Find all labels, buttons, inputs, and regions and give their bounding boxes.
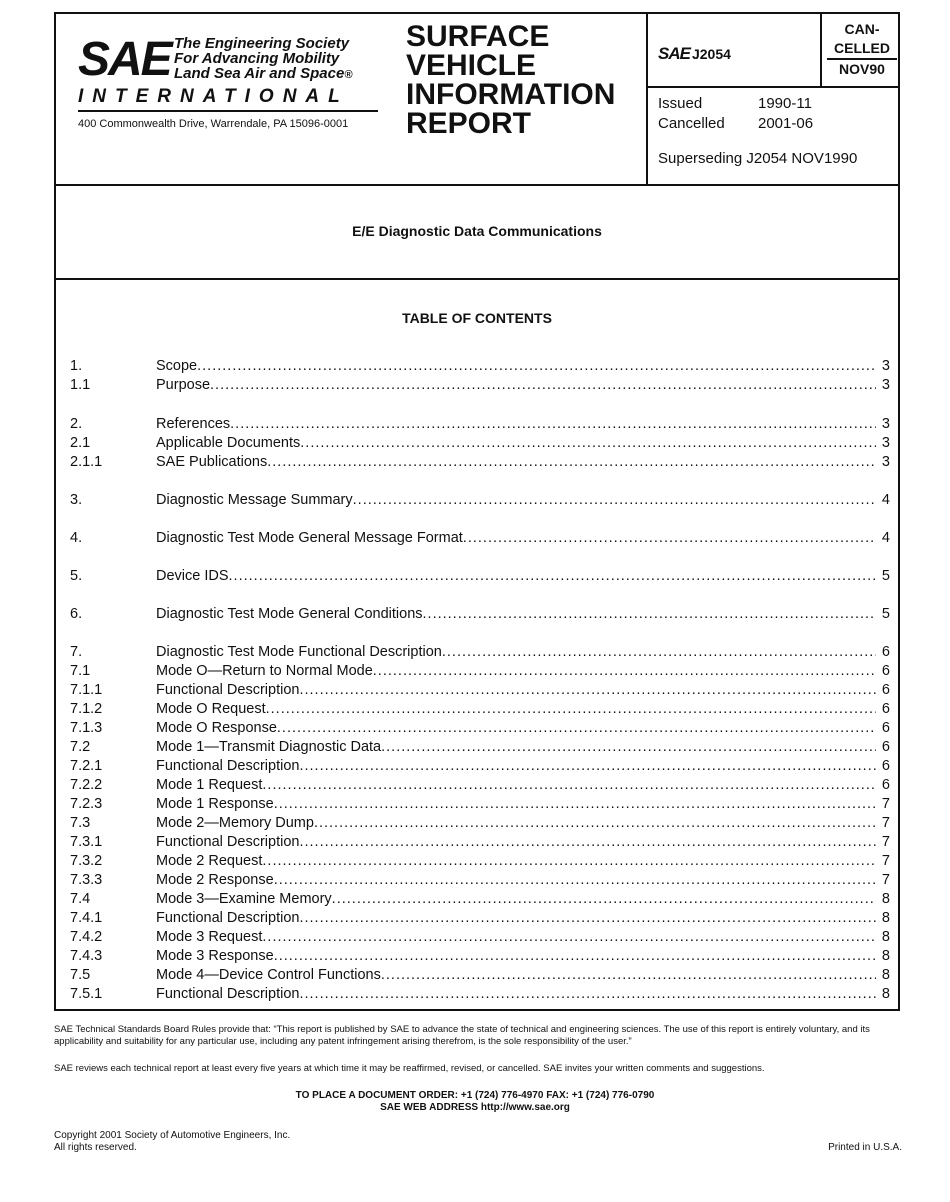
- toc-entry-title: Functional Description: [156, 834, 300, 850]
- toc-leader-dots: [442, 644, 876, 660]
- toc-entry[interactable]: [70, 454, 890, 473]
- toc-entry[interactable]: [70, 948, 890, 967]
- toc-entry-number: 7.5.1: [70, 986, 103, 1002]
- toc-leader-dots: [267, 454, 876, 470]
- toc-entry-title: Functional Description: [156, 986, 300, 1002]
- toc-entry-title: Mode 4—Device Control Functions: [156, 967, 381, 983]
- toc-entry-title: Scope: [156, 358, 198, 374]
- document-frame: [54, 12, 900, 1011]
- toc-entry[interactable]: [70, 663, 890, 682]
- toc-leader-dots: [229, 568, 876, 584]
- toc-entry[interactable]: [70, 377, 890, 396]
- toc-entry-title: Diagnostic Test Mode General Conditions: [156, 606, 423, 622]
- toc-entry-page: 6: [881, 777, 890, 793]
- toc-leader-dots: [266, 701, 876, 717]
- toc-entry-title: Mode 1—Transmit Diagnostic Data: [156, 739, 382, 755]
- toc-entry-title: Mode 2—Memory Dump: [156, 815, 314, 831]
- divider: [648, 86, 900, 88]
- toc-leader-dots: [299, 758, 876, 774]
- toc-entry-number: 1.1: [70, 377, 91, 393]
- toc-entry-number: 7.3.2: [70, 853, 103, 869]
- toc-entry-number: 2.1.1: [70, 454, 103, 470]
- toc-entry-number: 7.4.1: [70, 910, 103, 926]
- toc-entry-title: Mode 3 Request: [156, 929, 263, 945]
- toc-entry-page: 3: [881, 377, 890, 393]
- toc-title: TABLE OF CONTENTS: [402, 310, 552, 326]
- toc-entry-number: 7.3: [70, 815, 91, 831]
- order-line: TO PLACE A DOCUMENT ORDER: +1 (724) 776-4970 FAX: +1 (724) 776-0790: [295, 1090, 655, 1101]
- toc-entry-number: 7.1.3: [70, 720, 103, 736]
- toc-entry-page: 6: [881, 682, 890, 698]
- toc-entry-number: 7.3.1: [70, 834, 103, 850]
- toc-entry-page: 4: [881, 530, 890, 546]
- toc-entry-title: Mode 2 Response: [156, 872, 274, 888]
- toc-leader-dots: [299, 834, 876, 850]
- toc-entry-number: 7.1.1: [70, 682, 103, 698]
- toc-entry-number: 3.: [70, 492, 83, 508]
- toc-entry-title: Device IDS: [156, 568, 229, 584]
- toc-leader-dots: [262, 929, 876, 945]
- toc-leader-dots: [262, 853, 876, 869]
- toc-leader-dots: [314, 815, 876, 831]
- toc-entry-number: 5.: [70, 568, 83, 584]
- toc-entry-number: 7.2.3: [70, 796, 103, 812]
- toc-entry-number: 7.5: [70, 967, 91, 983]
- toc-entry-title: Purpose: [156, 377, 211, 393]
- superseding-note: Superseding J2054 NOV1990: [658, 150, 858, 167]
- toc-leader-dots: [373, 663, 876, 679]
- toc-leader-dots: [277, 720, 876, 736]
- toc-entry[interactable]: [70, 682, 890, 701]
- toc-entry-number: 7.2: [70, 739, 91, 755]
- toc-leader-dots: [353, 492, 876, 508]
- web-address: SAE WEB ADDRESS http://www.sae.org: [380, 1102, 570, 1113]
- registered-mark: ®: [344, 69, 353, 81]
- standards-rules: SAE Technical Standards Board Rules provide that: “This report is published by SAE to advance the state of technical and engineering sciences. The use of this report is entirely voluntary, and its applicability and suitability for any particular use, including any patent infringement arising therefrom, is the sole responsibility of the user.”: [54, 1024, 870, 1047]
- toc-entry[interactable]: [70, 815, 890, 834]
- toc-leader-dots: [299, 910, 876, 926]
- toc-entry[interactable]: [70, 872, 890, 891]
- sae-wordmark: SAE: [78, 33, 171, 86]
- toc-entry-title: Diagnostic Test Mode General Message Format: [156, 530, 463, 546]
- toc-entry-page: 7: [881, 853, 890, 869]
- toc-entry-title: Mode 3—Examine Memory: [156, 891, 332, 907]
- toc-entry-number: 7.1: [70, 663, 91, 679]
- toc-entry-page: 5: [881, 606, 890, 622]
- toc-entry-title: Mode O Request: [156, 701, 266, 717]
- issued-value: 1990-11: [758, 95, 812, 112]
- toc-leader-dots: [274, 872, 876, 888]
- toc-entry[interactable]: [70, 777, 890, 796]
- toc-entry-page: 3: [881, 454, 890, 470]
- toc-entry[interactable]: [70, 435, 890, 454]
- toc-entry[interactable]: [70, 492, 890, 511]
- document-subject: E/E Diagnostic Data Communications: [56, 184, 898, 280]
- toc-entry[interactable]: [70, 929, 890, 948]
- toc-leader-dots: [274, 948, 876, 964]
- toc-entry-number: 7.2.2: [70, 777, 103, 793]
- toc-leader-dots: [332, 891, 876, 907]
- toc-entry[interactable]: [70, 986, 890, 1005]
- toc-entry-title: SAE Publications: [156, 454, 268, 470]
- toc-entry-number: 4.: [70, 530, 83, 546]
- issued-label: Issued: [658, 95, 703, 112]
- toc-entry-title: Mode 1 Response: [156, 796, 274, 812]
- toc-entry-title: Applicable Documents: [156, 435, 301, 451]
- toc-entry-page: 8: [881, 967, 890, 983]
- toc-entry-page: 6: [881, 701, 890, 717]
- toc-leader-dots: [274, 796, 876, 812]
- toc-entry-page: 6: [881, 720, 890, 736]
- toc-entry[interactable]: [70, 701, 890, 720]
- toc-entry[interactable]: [70, 530, 890, 549]
- toc-entry-page: 5: [881, 568, 890, 584]
- toc-entry-page: 8: [881, 948, 890, 964]
- sae-address: 400 Commonwealth Drive, Warrendale, PA 15096-0001: [78, 118, 349, 130]
- toc-entry[interactable]: [70, 739, 890, 758]
- toc-entry-page: 4: [881, 492, 890, 508]
- toc-leader-dots: [210, 377, 876, 393]
- cancelled-value: 2001-06: [758, 115, 814, 132]
- toc-entry-page: 3: [881, 416, 890, 432]
- toc-entry-page: 7: [881, 796, 890, 812]
- header: [56, 14, 898, 186]
- toc-entry-page: 8: [881, 929, 890, 945]
- sae-tagline: The Engineering Society For Advancing Mobility Land Sea Air and Space®: [174, 35, 353, 82]
- toc-entry[interactable]: [70, 416, 890, 435]
- printed-in: Printed in U.S.A.: [828, 1142, 902, 1153]
- toc-entry-page: 7: [881, 815, 890, 831]
- cancelled-label: Cancelled: [658, 115, 725, 132]
- toc-entry-page: 8: [881, 986, 890, 1002]
- toc-entry-page: 6: [881, 739, 890, 755]
- document-info: [646, 14, 900, 184]
- toc-leader-dots: [262, 777, 876, 793]
- toc-entry-number: 7.4: [70, 891, 91, 907]
- toc-entry-title: Mode 2 Request: [156, 853, 263, 869]
- toc-entry-page: 3: [881, 358, 890, 374]
- toc-entry-title: Diagnostic Test Mode Functional Description: [156, 644, 442, 660]
- toc-entry-number: 7.3.3: [70, 872, 103, 888]
- toc-entry[interactable]: [70, 834, 890, 853]
- toc-entry[interactable]: [70, 967, 890, 986]
- toc-entry[interactable]: [70, 758, 890, 777]
- toc-entry-page: 7: [881, 872, 890, 888]
- toc-entry-page: 6: [881, 758, 890, 774]
- toc-entry-title: Mode 1 Request: [156, 777, 263, 793]
- toc-entry-page: 8: [881, 910, 890, 926]
- status-badge: CAN- CELLED NOV90: [820, 14, 902, 86]
- toc-entry-number: 1.: [70, 358, 83, 374]
- toc-entry[interactable]: [70, 644, 890, 663]
- toc-leader-dots: [423, 606, 876, 622]
- toc-entry[interactable]: [70, 568, 890, 587]
- toc-entry-page: 6: [881, 663, 890, 679]
- sae-mini-logo: SAE: [658, 44, 690, 63]
- toc-entry-number: 2.1: [70, 435, 91, 451]
- toc-leader-dots: [299, 682, 876, 698]
- toc-entry-title: Functional Description: [156, 910, 300, 926]
- toc-entry[interactable]: [70, 853, 890, 872]
- toc-entry-page: 6: [881, 644, 890, 660]
- toc-entry-number: 2.: [70, 416, 83, 432]
- toc-leader-dots: [463, 530, 876, 546]
- toc-entry[interactable]: [70, 910, 890, 929]
- toc-entry-page: 8: [881, 891, 890, 907]
- toc-entry[interactable]: [70, 891, 890, 910]
- document-dates: [658, 94, 813, 134]
- toc-entry-page: 3: [881, 435, 890, 451]
- toc-leader-dots: [299, 986, 876, 1002]
- toc-leader-dots: [381, 739, 876, 755]
- toc-entry-number: 7.: [70, 644, 83, 660]
- toc-entry-title: Functional Description: [156, 682, 300, 698]
- toc-entry[interactable]: [70, 606, 890, 625]
- toc-leader-dots: [381, 967, 876, 983]
- toc-entry-title: Diagnostic Message Summary: [156, 492, 353, 508]
- copyright: Copyright 2001 Society of Automotive Engineers, Inc. All rights reserved.: [54, 1130, 291, 1153]
- toc-entry-page: 7: [881, 834, 890, 850]
- toc-entry[interactable]: [70, 720, 890, 739]
- toc-entry[interactable]: [70, 796, 890, 815]
- toc-leader-dots: [197, 358, 876, 374]
- report-type: SURFACE VEHICLE INFORMATION REPORT: [406, 20, 616, 140]
- toc-entry-title: Functional Description: [156, 758, 300, 774]
- toc-entry-number: 7.1.2: [70, 701, 103, 717]
- sae-international: INTERNATIONAL: [78, 86, 378, 112]
- document-number: SAE J2054: [658, 44, 731, 63]
- toc-entry-number: 7.4.3: [70, 948, 103, 964]
- toc-entry[interactable]: [70, 358, 890, 377]
- toc-entry-number: 7.4.2: [70, 929, 103, 945]
- toc-entry-number: 6.: [70, 606, 83, 622]
- toc-entry-number: 7.2.1: [70, 758, 103, 774]
- review-note: SAE reviews each technical report at least every five years at which time it may be reaffirmed, revised, or cancelled. SAE invites your written comments and suggestions.: [54, 1063, 765, 1074]
- toc-leader-dots: [230, 416, 876, 432]
- toc-entry-title: Mode O Response: [156, 720, 277, 736]
- toc-entry-title: Mode 3 Response: [156, 948, 274, 964]
- toc-leader-dots: [300, 435, 876, 451]
- toc-entry-title: Mode O—Return to Normal Mode: [156, 663, 373, 679]
- toc-entry-title: References: [156, 416, 231, 432]
